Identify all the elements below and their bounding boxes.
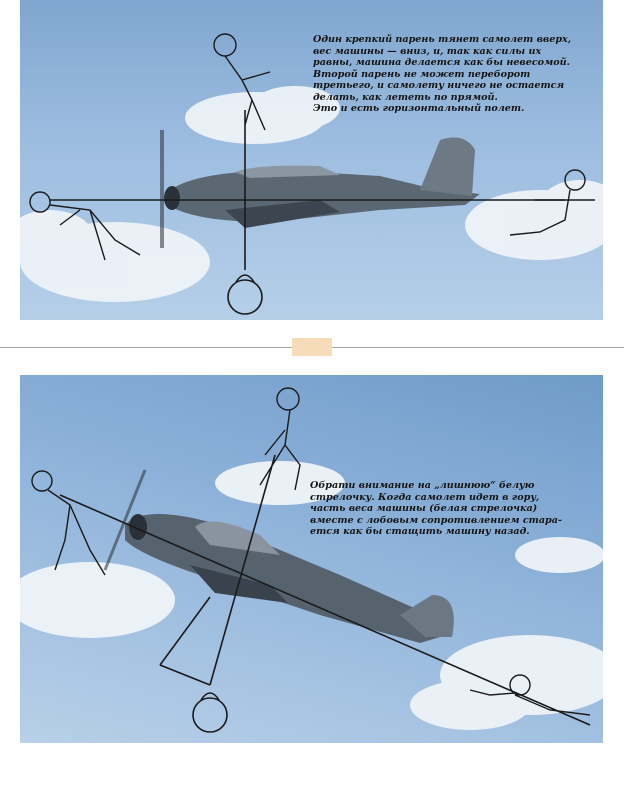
caption-line: часть веса машины (белая стрелочка) [310,503,538,514]
caption-line: Второй парень не может переборот [313,68,531,80]
caption-line: третьего, и самолету ничего не остается [313,80,565,91]
caption-line: стрелочку. Когда самолет идет в гору, [310,491,540,503]
caption-line: вместе с лобовым сопротивлением стара- [310,514,562,526]
caption-line: Обрати внимание на „лишнюю“ белую [310,480,535,491]
climb-illustration [20,375,603,743]
caption-line: равны, машина делается как бы невесомой. [313,57,570,68]
top-illustration-panel [20,0,603,320]
top-caption [313,34,591,115]
caption-line: ется как бы стащить машину назад. [310,526,530,537]
caption-line: Это и есть горизонтальный полет. [313,103,525,114]
bottom-caption [310,480,594,538]
bottom-illustration-panel [20,375,603,743]
caption-line: Один крепкий парень тянет самолет вверх, [313,34,572,45]
page-marker [292,338,332,356]
airplane [160,130,480,248]
caption-line: вес машины — вниз, и, так как силы их [313,45,542,57]
caption-line: делать, как лететь по прямой. [313,91,498,103]
